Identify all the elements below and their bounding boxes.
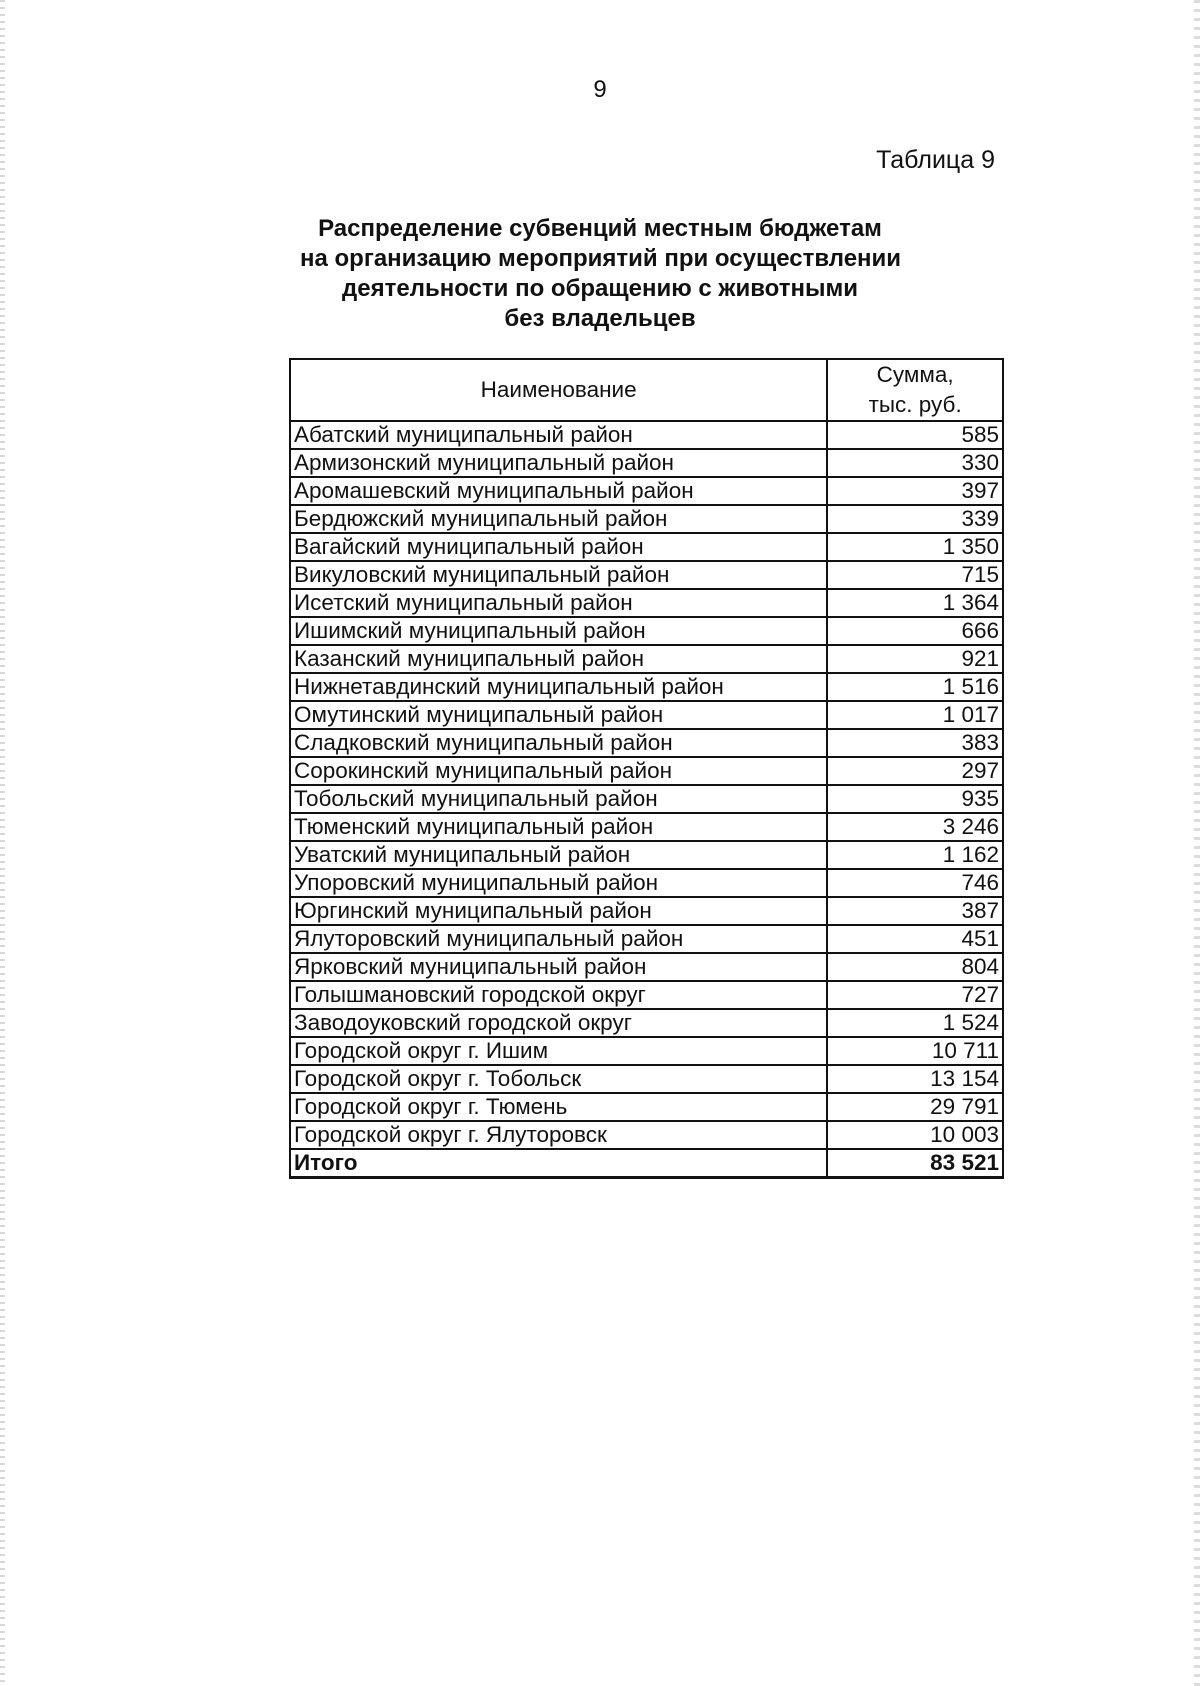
title-line: на организацию мероприятий при осуществлении: [300, 245, 902, 272]
header-sum-line2: тыс. руб.: [868, 392, 962, 417]
table-row: [290, 589, 1003, 617]
row-name: Исетский муниципальный район: [290, 589, 827, 617]
row-name: Юргинский муниципальный район: [290, 897, 827, 925]
table-row: [290, 925, 1003, 953]
row-name: Абатский муниципальный район: [290, 421, 827, 449]
row-name: Сладковский муниципальный район: [290, 729, 827, 757]
table-row: [290, 477, 1003, 505]
document-title: [300, 214, 900, 334]
row-name: Городской округ г. Ялуторовск: [290, 1121, 827, 1149]
row-sum: 387: [827, 897, 1003, 925]
row-sum: 727: [827, 981, 1003, 1009]
title-line: без владельцев: [504, 305, 696, 332]
row-name: Упоровский муниципальный район: [290, 869, 827, 897]
table-row: [290, 1121, 1003, 1149]
table-row: [290, 1009, 1003, 1037]
table-row: [290, 421, 1003, 449]
subvention-table: [289, 358, 1004, 1179]
page-number: 9: [593, 76, 607, 103]
table-row: [290, 813, 1003, 841]
row-name: Городской округ г. Ишим: [290, 1037, 827, 1065]
table-row: [290, 981, 1003, 1009]
row-sum: 330: [827, 449, 1003, 477]
table-row: [290, 841, 1003, 869]
row-name: Заводоуковский городской округ: [290, 1009, 827, 1037]
row-name: Ялуторовский муниципальный район: [290, 925, 827, 953]
table-header-row: [290, 359, 1003, 421]
row-name: Омутинский муниципальный район: [290, 701, 827, 729]
row-sum: 935: [827, 785, 1003, 813]
row-sum: 746: [827, 869, 1003, 897]
row-sum: 10 003: [827, 1121, 1003, 1149]
row-name: Тюменский муниципальный район: [290, 813, 827, 841]
row-name: Армизонский муниципальный район: [290, 449, 827, 477]
title-line: Распределение субвенций местным бюджетам: [318, 215, 882, 242]
header-sum: [827, 359, 1003, 421]
table-row: [290, 1037, 1003, 1065]
table-row: [290, 1093, 1003, 1121]
table-row: [290, 953, 1003, 981]
table-row: [290, 1065, 1003, 1093]
row-name: Бердюжский муниципальный район: [290, 505, 827, 533]
table-row: [290, 617, 1003, 645]
row-sum: 585: [827, 421, 1003, 449]
row-sum: 10 711: [827, 1037, 1003, 1065]
row-name: Тобольский муниципальный район: [290, 785, 827, 813]
table-row: [290, 897, 1003, 925]
row-name: Голышмановский городской округ: [290, 981, 827, 1009]
row-sum: 29 791: [827, 1093, 1003, 1121]
row-sum: 13 154: [827, 1065, 1003, 1093]
table-row: [290, 561, 1003, 589]
row-name: Ярковский муниципальный район: [290, 953, 827, 981]
row-sum: 921: [827, 645, 1003, 673]
row-sum: 715: [827, 561, 1003, 589]
table-row: [290, 533, 1003, 561]
table-row: [290, 869, 1003, 897]
row-sum: 1 364: [827, 589, 1003, 617]
header-name: Наименование: [290, 359, 827, 421]
row-name: Казанский муниципальный район: [290, 645, 827, 673]
table-row: [290, 449, 1003, 477]
row-name: Городской округ г. Тюмень: [290, 1093, 827, 1121]
row-sum: 339: [827, 505, 1003, 533]
table-row: [290, 701, 1003, 729]
row-name: Городской округ г. Тобольск: [290, 1065, 827, 1093]
row-sum: 383: [827, 729, 1003, 757]
table-row: [290, 505, 1003, 533]
row-name: Нижнетавдинский муниципальный район: [290, 673, 827, 701]
total-label: Итого: [290, 1149, 827, 1178]
row-sum: 1 162: [827, 841, 1003, 869]
total-row: [290, 1149, 1003, 1178]
table-body: [290, 421, 1003, 1178]
header-sum-line1: Сумма,: [876, 362, 954, 387]
table-row: [290, 785, 1003, 813]
table-label: Таблица 9: [876, 146, 995, 174]
table-row: [290, 729, 1003, 757]
row-sum: 804: [827, 953, 1003, 981]
title-line: деятельности по обращению с животными: [342, 275, 858, 302]
row-name: Вагайский муниципальный район: [290, 533, 827, 561]
scan-edge-left: [0, 0, 5, 1686]
row-sum: 3 246: [827, 813, 1003, 841]
scan-edge-right: [1194, 0, 1200, 1686]
row-sum: 1 017: [827, 701, 1003, 729]
row-name: Сорокинский муниципальный район: [290, 757, 827, 785]
row-sum: 666: [827, 617, 1003, 645]
table-row: [290, 645, 1003, 673]
total-sum: 83 521: [827, 1149, 1003, 1178]
row-sum: 451: [827, 925, 1003, 953]
row-sum: 1 524: [827, 1009, 1003, 1037]
row-sum: 397: [827, 477, 1003, 505]
row-name: Викуловский муниципальный район: [290, 561, 827, 589]
table-row: [290, 673, 1003, 701]
row-name: Уватский муниципальный район: [290, 841, 827, 869]
row-name: Аромашевский муниципальный район: [290, 477, 827, 505]
row-sum: 297: [827, 757, 1003, 785]
row-sum: 1 350: [827, 533, 1003, 561]
row-sum: 1 516: [827, 673, 1003, 701]
row-name: Ишимский муниципальный район: [290, 617, 827, 645]
table-row: [290, 757, 1003, 785]
